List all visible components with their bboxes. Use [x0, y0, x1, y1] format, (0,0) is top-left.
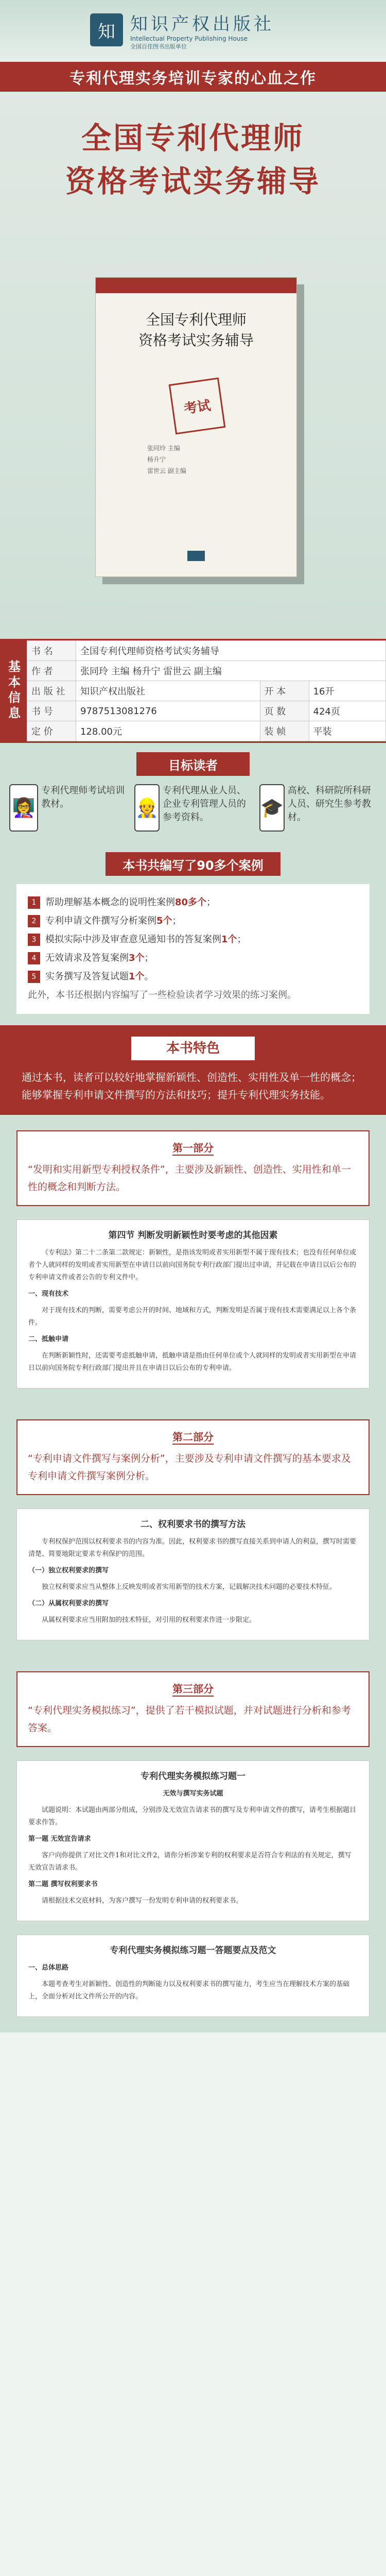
info-value: 9787513081276	[76, 701, 260, 721]
case-punct: ；	[172, 916, 182, 926]
logo-subtitle: 全国百佳图书出版单位	[130, 43, 187, 50]
sample-paragraph: 客户向你提供了对比文件1和对比文件2，请你分析涉案专利的权利要求是否符合专利法的有关规定，撰写无效宣告请求书。	[28, 1852, 352, 1872]
part-three-answer-page	[16, 1935, 370, 2017]
book-cover-stripe	[96, 278, 296, 293]
features-text: 通过本书，读者可以较好地掌握新颖性、创造性、实用性及单一性的概念；能够掌握专利申请文件撰写的方法和技巧；提升专利代理实务技能。	[22, 1071, 361, 1101]
sample-subheading: 一、总体思路	[28, 1964, 69, 1972]
case-number: 2	[28, 915, 40, 927]
info-key: 定 价	[27, 721, 76, 741]
features-title: 本书特色	[131, 1037, 255, 1060]
case-item	[28, 949, 358, 968]
info-value: 128.00元	[76, 721, 260, 741]
info-key: 开 本	[260, 681, 309, 701]
logo-name: 知识产权出版社	[130, 13, 274, 35]
reader-text: 专利代理师考试培训教材。	[41, 785, 125, 809]
case-punct: ；	[144, 953, 154, 963]
case-text: 专利申请文件撰写分析案例	[45, 916, 156, 926]
info-row	[27, 661, 386, 681]
part-one-label: 第一部分	[172, 1140, 214, 1156]
sample-subheading: （二）从属权利要求的撰写	[28, 1600, 109, 1607]
basic-info-table	[27, 640, 386, 741]
info-row	[27, 641, 386, 661]
part-two	[0, 1404, 386, 1656]
features-section	[0, 1025, 386, 1115]
cases-title: 本书共编写了90多个案例	[106, 852, 280, 876]
book-cover-title	[106, 310, 286, 351]
case-item	[28, 893, 358, 912]
worker-icon: 👷	[134, 784, 160, 832]
case-punct: ；	[237, 934, 247, 945]
part-one-sample-page	[16, 1219, 370, 1388]
sample-paragraph: 请根据技术交底材料，为客户撰写一份发明专利申请的权利要求书。	[42, 1897, 243, 1905]
cases-list	[16, 884, 370, 1014]
basic-info	[0, 639, 386, 743]
book-cover-author-3: 雷世云 副主编	[147, 467, 186, 474]
part-two-sample-page	[16, 1509, 370, 1640]
sample-subheading: 第二题 撰写权利要求书	[28, 1880, 98, 1888]
hero-title	[0, 116, 386, 203]
case-item	[28, 912, 358, 930]
info-row	[27, 721, 386, 741]
basic-info-label: 基本信息	[0, 640, 27, 741]
target-readers	[0, 743, 386, 843]
part-one-description: “发明和实用新型专利授权条件”，主要涉及新颖性、创造性、实用性和单一性的概念和判断方法。	[28, 1164, 351, 1193]
sample-subheading: 二、抵触申请	[28, 1335, 69, 1343]
hero-title-line2: 资格考试实务辅导	[65, 164, 321, 199]
info-value: 424页	[309, 701, 385, 721]
info-key: 书 名	[27, 641, 76, 661]
info-value: 全国专利代理师资格考试实务辅导	[76, 641, 386, 661]
info-value: 知识产权出版社	[76, 681, 260, 701]
info-row	[27, 681, 386, 701]
sample-paragraph: 从属权利要求应当用附加的技术特征，对引用的权利要求作进一步限定。	[42, 1616, 256, 1624]
part-three-header	[16, 1671, 370, 1747]
reader-list	[0, 784, 386, 832]
part-one-header	[16, 1130, 370, 1206]
info-key: 页 数	[260, 701, 309, 721]
sample-subheading: （一）独立权利要求的撰写	[28, 1567, 109, 1574]
sample-paragraph: 试题说明：本试题由两部分组成，分别涉及无效宣告请求书的撰写及专利申请文件的撰写，请考生根据题目要求作答。	[28, 1806, 357, 1826]
case-count: 1个	[221, 934, 237, 945]
reader-text: 高校、科研院所科研人员、研究生参考教材。	[287, 785, 371, 823]
publisher-header	[0, 0, 386, 62]
sample-heading: 专利代理实务模拟练习题一答题要点及范文	[110, 1945, 276, 1956]
case-text: 实务撰写及答复试题	[45, 971, 129, 982]
book-cover-title-line1: 全国专利代理师	[145, 311, 247, 328]
sample-heading: 二、权利要求书的撰写方法	[141, 1519, 245, 1530]
sample-subheading: 一、现有技术	[28, 1290, 69, 1298]
reader-item	[259, 784, 377, 832]
part-three-label: 第三部分	[172, 1681, 214, 1697]
reader-text: 专利代理从业人员、企业专利管理人员的参考资料。	[162, 785, 246, 823]
graduate-icon: 🎓	[259, 784, 285, 832]
case-count: 1个	[129, 971, 145, 982]
book-cover-authors	[147, 443, 186, 477]
part-one	[0, 1115, 386, 1404]
part-three-description: “专利代理实务模拟练习”，提供了若干模拟试题，并对试题进行分析和参考答案。	[28, 1705, 351, 1734]
cases-note: 此外，本书还根据内容编写了一些检验读者学习效果的练习案例。	[28, 990, 296, 1001]
publisher-logo	[90, 9, 306, 50]
info-row	[27, 701, 386, 721]
part-two-label: 第二部分	[172, 1429, 214, 1445]
sample-paragraph: 专利权保护范围以权利要求书的内容为准。因此，权利要求书的撰写直接关系到申请人的利益，撰写时需要清楚、简要地限定要求专利保护的范围。	[28, 1538, 357, 1558]
info-key: 出 版 社	[27, 681, 76, 701]
reader-item	[134, 784, 252, 832]
case-text: 帮助理解基本概念的说明性案例	[45, 897, 175, 908]
sample-paragraph: 在判断新颖性时，还需要考虑抵触申请，抵触申请是指由任何单位或个人就同样的发明或者实用新型在申请日以前向国务院专利行政部门提出并且在申请日以后公布的专利申请。	[28, 1352, 357, 1372]
case-number: 3	[28, 934, 40, 946]
case-number: 5	[28, 971, 40, 983]
sample-paragraph: 独立权利要求应当从整体上反映发明或者实用新型的技术方案，记载解决技术问题的必要技术特征。	[42, 1583, 337, 1591]
book-cover-stamp: 考试	[169, 378, 226, 435]
tagline-banner: 专利代理实务培训专家的心血之作	[0, 62, 386, 92]
case-item	[28, 968, 358, 986]
info-key: 书 号	[27, 701, 76, 721]
sample-subheading: 无效与撰写实务试题	[163, 1790, 223, 1798]
target-readers-title: 目标读者	[136, 752, 250, 776]
part-two-header	[16, 1419, 370, 1495]
case-punct: ；	[206, 897, 216, 908]
sample-paragraph: 本题考查考生对新颖性、创造性的判断能力以及权利要求书的撰写能力，考生应当在理解技术方案的基础上，全面分析对比文件所公开的内容。	[28, 1980, 350, 2001]
info-value: 张同玲 主编 杨升宁 雷世云 副主编	[76, 661, 386, 681]
sample-paragraph: 《专利法》第二十二条第二款规定：新颖性，是指该发明或者实用新型不属于现有技术；也没有任何单位或者个人就同样的发明或者实用新型在申请日以前向国务院专利行政部门提出过申请，并记载在申请日以后公布的专利申请文件或者公告的专利文件中。	[28, 1249, 357, 1281]
case-text: 模拟实际中涉及审查意见通知书的答复案例	[45, 934, 221, 945]
part-three	[0, 1656, 386, 2032]
sample-subheading: 第一题 无效宣告请求	[28, 1835, 91, 1843]
hero-title-line1: 全国专利代理师	[81, 121, 305, 156]
reader-item	[9, 784, 127, 832]
teacher-icon: 👩‍🏫	[9, 784, 38, 832]
case-count: 80多个	[175, 897, 207, 908]
part-three-sample-page	[16, 1760, 370, 1921]
sample-heading: 专利代理实务模拟练习题一	[141, 1771, 245, 1782]
case-text: 无效请求及答复案例	[45, 953, 129, 963]
case-count: 3个	[129, 953, 145, 963]
info-key: 装 帧	[260, 721, 309, 741]
info-value: 平装	[309, 721, 385, 741]
info-value: 16开	[309, 681, 385, 701]
case-item	[28, 930, 358, 949]
sample-paragraph: 对于现有技术的判断，需要考虑公开的时间、地域和方式，判断发明是否属于现有技术需要满足以上各个条件。	[28, 1307, 357, 1327]
book-cover-title-line2: 资格考试实务辅导	[138, 332, 254, 349]
book-cover-author-1: 张同玲 主编	[147, 445, 180, 452]
part-two-description: “专利申请文件撰写与案例分析”，主要涉及专利申请文件撰写的基本要求及专利申请文件撰写案例分析。	[28, 1453, 351, 1482]
hero-section	[0, 92, 386, 639]
case-number: 4	[28, 952, 40, 964]
logo-mark-icon: 知	[90, 13, 123, 46]
info-key: 作 者	[27, 661, 76, 681]
book-cover-author-2: 杨升宁	[147, 456, 166, 463]
case-punct: 。	[144, 971, 154, 982]
cases-section	[0, 843, 386, 1025]
book-publisher-logo-icon	[187, 551, 205, 561]
book-cover-image	[95, 277, 297, 577]
case-count: 5个	[156, 916, 172, 926]
case-number: 1	[28, 896, 40, 909]
sample-heading: 第四节 判断发明新颖性时要考虑的其他因素	[108, 1230, 278, 1241]
logo-english-name: Intellectual Property Publishing House	[130, 35, 248, 42]
